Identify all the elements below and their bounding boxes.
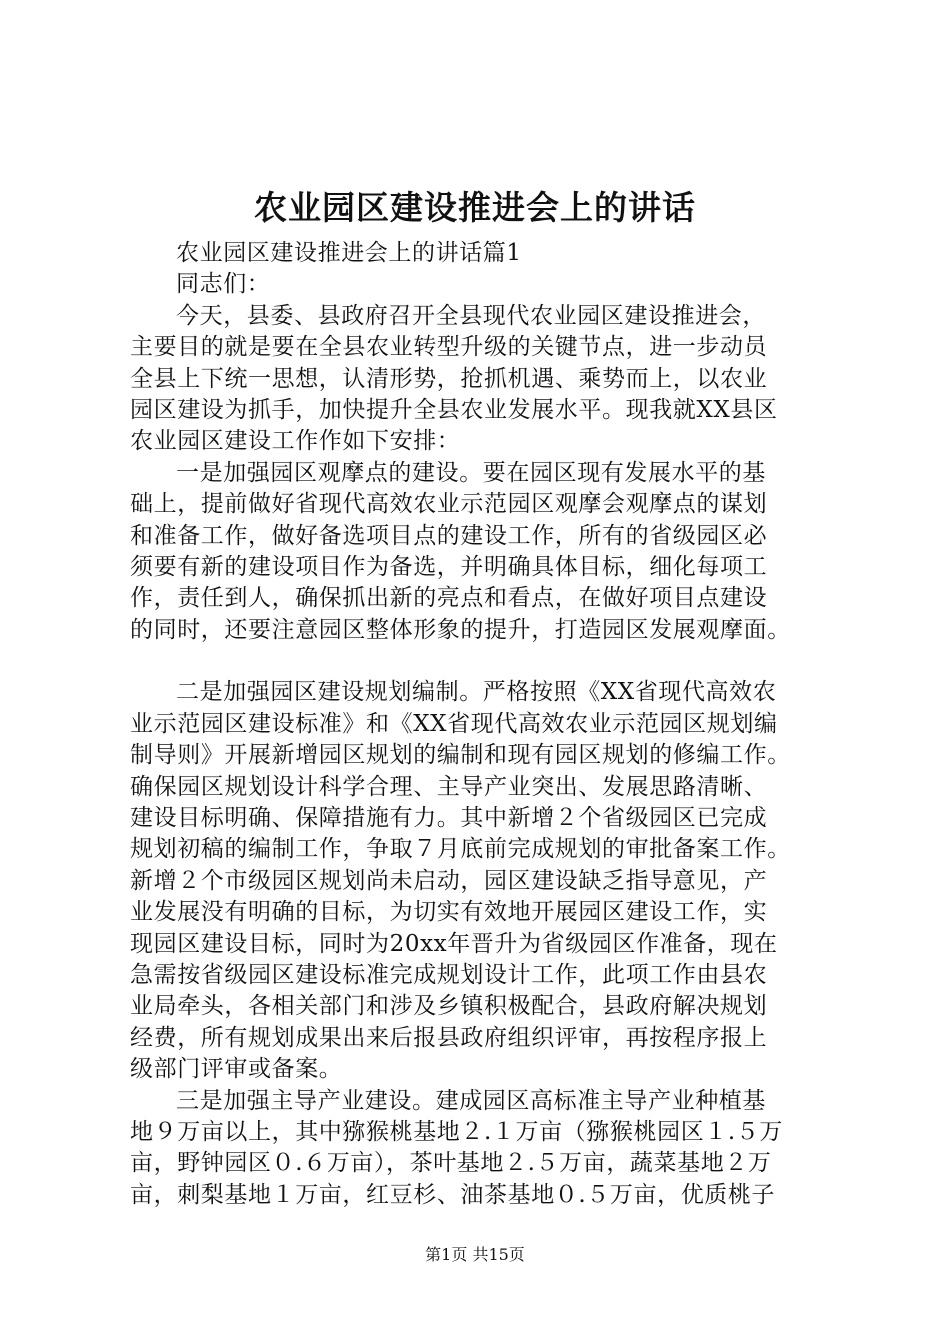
text-line: 农业园区建设工作作如下安排： [130, 428, 461, 455]
text-line: 须要有新的建设项目作为备选，并明确具体目标，细化每项工 [130, 553, 768, 580]
text-line: 全县上下统一思想，认清形势，抢抓机遇、乘势而上，以农业 [130, 365, 768, 392]
page-footer: 第1页 共15页 [425, 1245, 525, 1264]
text-line: 主要目的就是要在全县农业转型升级的关键节点，进一步动员 [130, 334, 768, 361]
text-line: 急需按省级园区建设标准完成规划设计工作，此项工作由县农 [130, 961, 768, 988]
text-line: 制导则》开展新增园区规划的编制和现有园区规划的修编工作。 [130, 742, 791, 769]
text-line: 地９万亩以上，其中猕猴桃基地２.１万亩（猕猴桃园区１.５万 [130, 1118, 784, 1145]
text-line: 作，责任到人，确保抓出新的亮点和看点，在做好项目点建设 [130, 585, 768, 612]
text-line: 新增２个市级园区规划尚未启动，园区建设缺乏指导意见，产 [130, 867, 768, 894]
text-line: 和准备工作，做好备选项目点的建设工作，所有的省级园区必 [130, 522, 768, 549]
text-line: 业发展没有明确的目标，为切实有效地开展园区建设工作，实 [130, 899, 768, 926]
text-line: 的同时，还要注意园区整体形象的提升，打造园区发展观摩面。 [130, 616, 791, 643]
text-line: 同志们： [176, 271, 271, 298]
document-title: 农业园区建设推进会上的讲话 [254, 188, 696, 227]
document-body [130, 238, 830, 1211]
text-line: 三是加强主导产业建设。建成园区高标准主导产业种植基 [176, 1087, 766, 1114]
text-line: 亩，野钟园区０.６万亩），茶叶基地２.５万亩，蔬菜基地２万 [130, 1150, 772, 1177]
text-line: 园区建设为抓手，加快提升全县农业发展水平。现我就XX县区 [130, 396, 778, 423]
text-line: 现园区建设目标，同时为20xx年晋升为省级园区作准备，现在 [130, 930, 778, 957]
text-line: 级部门评审或备案。 [130, 1056, 343, 1083]
text-line: 亩，刺梨基地１万亩，红豆杉、油茶基地０.５万亩，优质桃子 [130, 1181, 776, 1208]
text-line: 一是加强园区观摩点的建设。要在园区现有发展水平的基 [176, 459, 766, 486]
text-line: 建设目标明确、保障措施有力。其中新增２个省级园区已完成 [130, 805, 768, 832]
text-line: 业示范园区建设标准》和《XX省现代高效农业示范园区规划编 [130, 710, 778, 737]
text-line: 今天，县委、县政府召开全县现代农业园区建设推进会， [176, 302, 766, 329]
text-line: 经费，所有规划成果出来后报县政府组织评审，再按程序报上 [130, 1024, 768, 1051]
blank-line [130, 646, 830, 677]
text-line: 业局牵头，各相关部门和涉及乡镇积极配合，县政府解决规划 [130, 993, 768, 1020]
text-line: 础上，提前做好省现代高效农业示范园区观摩会观摩点的谋划 [130, 491, 768, 518]
text-line: 二是加强园区建设规划编制。严格按照《XX省现代高效农 [176, 679, 777, 706]
text-line: 确保园区规划设计科学合理、主导产业突出、发展思路清晰、 [130, 773, 768, 800]
text-line: 农业园区建设推进会上的讲话篇1 [176, 240, 522, 266]
text-line: 规划初稿的编制工作，争取７月底前完成规划的审批备案工作。 [130, 836, 791, 863]
